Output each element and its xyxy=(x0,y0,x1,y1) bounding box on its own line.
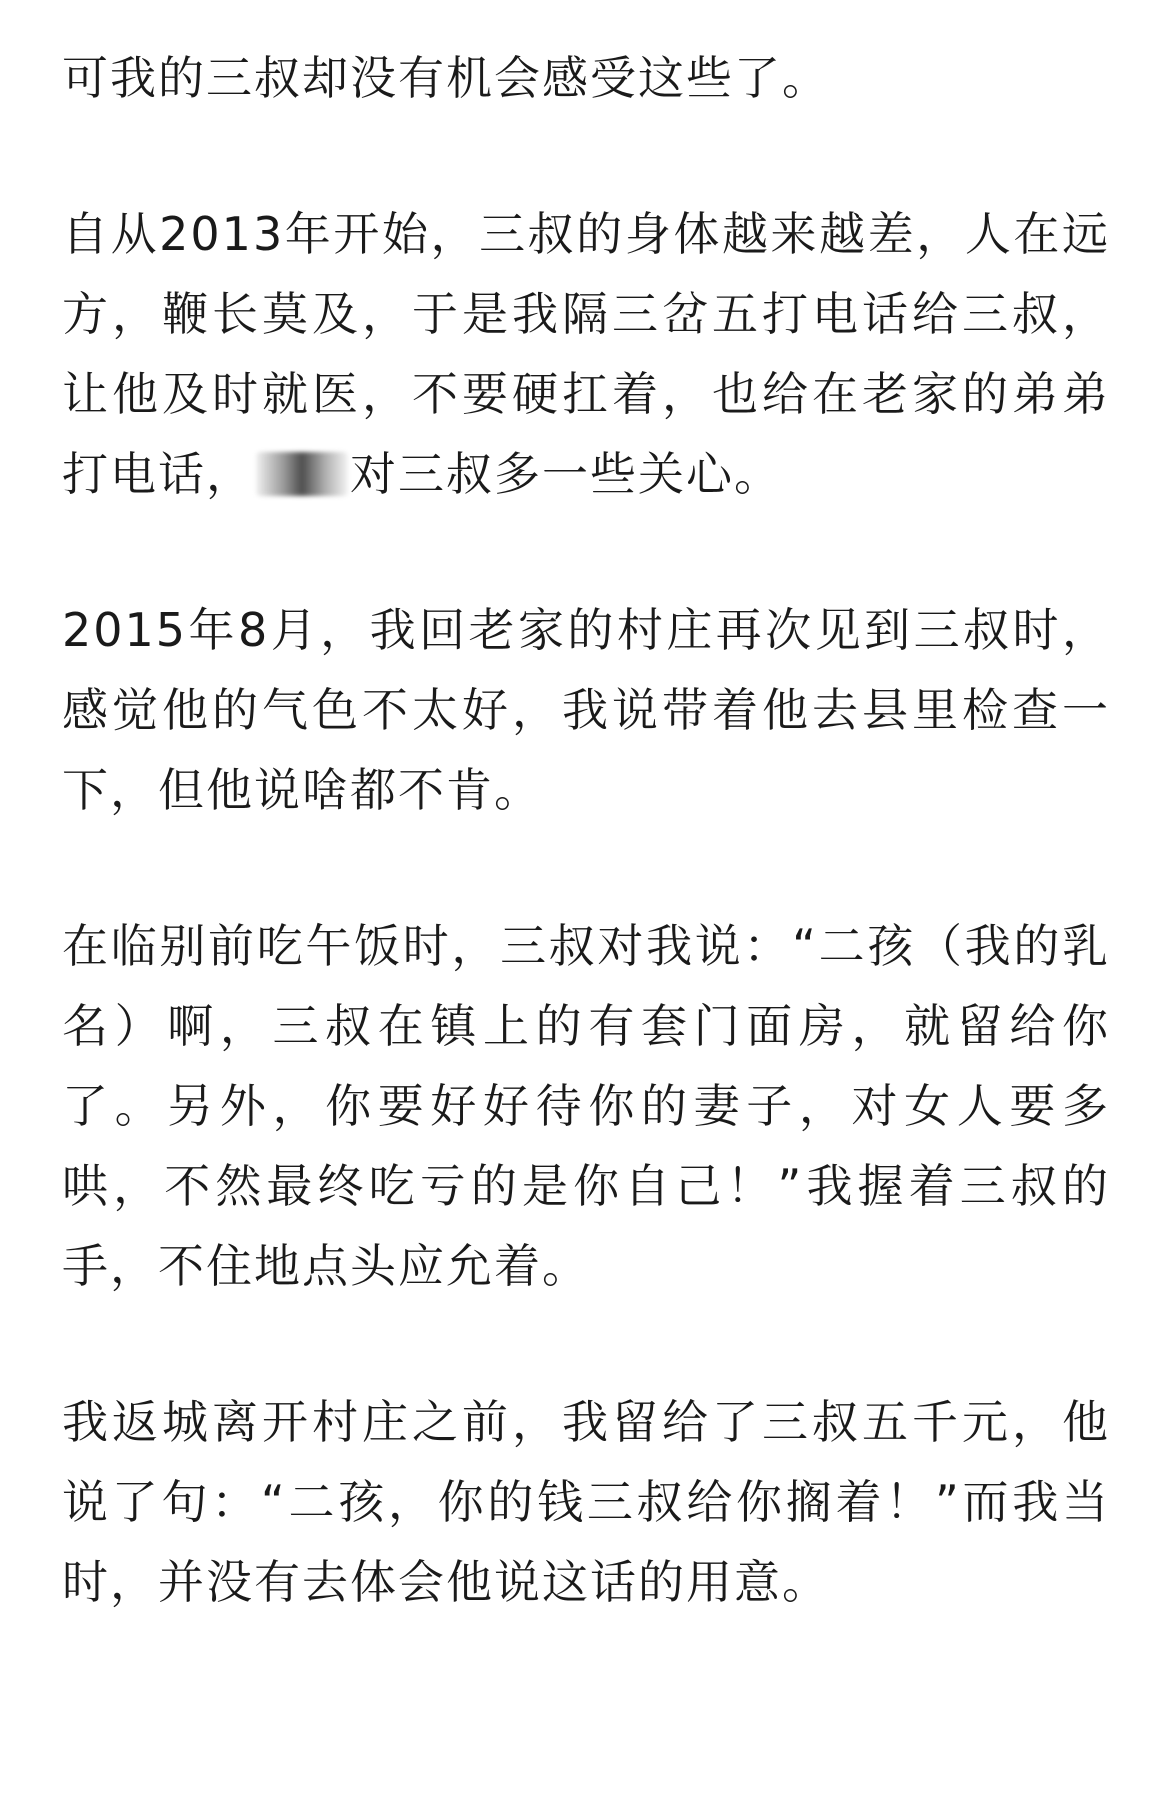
paragraph-1: 可我的三叔却没有机会感受这些了。 xyxy=(62,51,830,105)
paragraph-3: 2015年8月，我回老家的村庄再次见到三叔时，感觉他的气色不太好，我说带着他去县里检查一下，但他说啥都不肯。 xyxy=(62,603,1110,817)
article-body xyxy=(62,38,1110,1622)
blurred-redaction xyxy=(256,452,348,496)
paragraph-2-text-before: 自从2013年开始，三叔的身体越来越差，人在远方，鞭长莫及，于是我隔三岔五打电话给三叔，让他及时就医，不要硬扛着，也给在老家的弟弟打电话， xyxy=(62,207,1110,501)
paragraph-2 xyxy=(62,194,1110,514)
paragraph-5: 我返城离开村庄之前，我留给了三叔五千元，他说了句：“二孩，你的钱三叔给你搁着！”而我当时，并没有去体会他说这话的用意。 xyxy=(62,1395,1110,1609)
paragraph-4: 在临别前吃午饭时，三叔对我说：“二孩（我的乳名）啊，三叔在镇上的有套门面房，就留给你了。另外，你要好好待你的妻子，对女人要多哄，不然最终吃亏的是你自己！”我握着三叔的手，不住地点头应允着。 xyxy=(62,919,1110,1293)
paragraph-2-text-after: 对三叔多一些关心。 xyxy=(350,447,782,501)
